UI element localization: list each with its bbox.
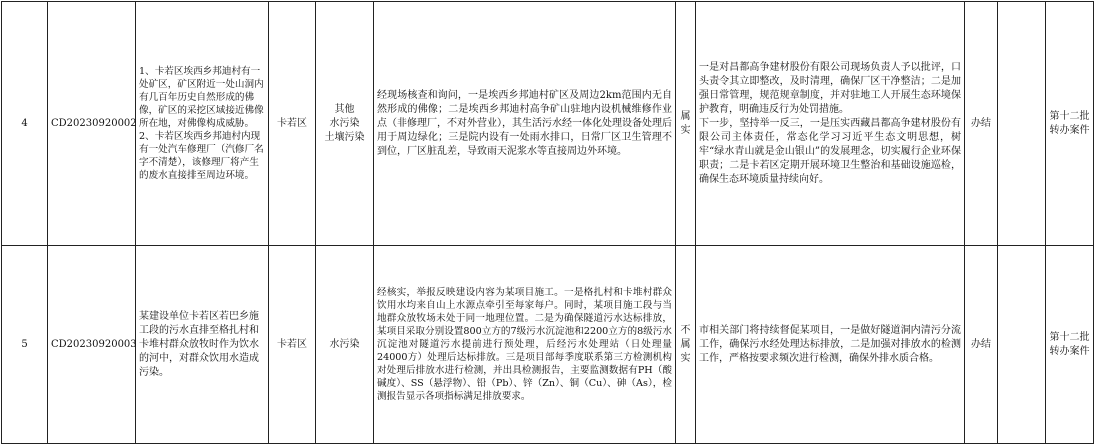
case-status: 办结 <box>965 2 998 246</box>
case-status: 办结 <box>965 246 998 444</box>
case-code: CD20230920002 <box>48 2 136 246</box>
investigation-result: 经核实，举报反映建设内容为某项目施工。一是格扎村和卡堆村群众饮用水均来自山上水源点牵引至每家每户。同时，某项目施工段与当地群众放牧场未处于同一地理位置。二是为确保隧道污水达标排放，某项目采取分别设置800立方的7级污水沉淀池和2200立方的8级污水沉淀池对隧道污水提前进行预处理，后经污水处理站（日处理量24000方）处理后达标排放。三是项目部每季度联系第三方检测机构对处理后排放水进行检测，并出具检测报告，主要监测数据有PH（酸碱度）、SS（悬浮物）、铅（Pb）、锌（Zn）、铜（Cu）、砷（As），检测报告显示各项指标满足排放要求。 <box>374 246 676 444</box>
row-number: 5 <box>2 246 48 444</box>
district: 卡若区 <box>269 2 316 246</box>
investigation-result: 经现场核查和询问，一是埃西乡邦迪村矿区及周边2km范围内无自然形成的佛像；二是埃西乡邦迪村高争矿山驻地内设机械维修作业点（非修理厂，不对外营业），其生活污水经一体化处理设备处理后用于周边绿化；三是院内设有一处雨水排口，日常厂区卫生管理不到位，厂区脏乱差，导致雨天泥浆水等直接周边外环境。 <box>374 2 676 246</box>
district: 卡若区 <box>269 246 316 444</box>
batch-label: 第十二批转办案件 <box>1046 2 1094 246</box>
complaint-content: 1、卡若区埃西乡邦迪村有一处矿区，矿区附近一处山洞内有几百年历史自然形成的佛像，矿区的采挖区域接近佛像所在地，对佛像构成威胁。 2、卡若区埃西乡邦迪村内现有一处汽车修理厂（汽修厂名字不清楚），该修理厂将产生的废水直接排至周边环境。 <box>136 2 269 246</box>
complaint-table <box>1 1 1094 444</box>
table-row <box>2 246 1094 444</box>
complaint-content: 某建设单位卡若区若巴乡施工段的污水直排至格扎村和卡堆村群众放牧时作为饮水的河中，对群众饮用水造成污染。 <box>136 246 269 444</box>
extra-cell <box>998 246 1046 444</box>
rectification-measures: 一是对昌都高争建材股份有限公司现场负责人予以批评，口头责令其立即整改，及时清理，确保厂区干净整洁；二是加强日常管理，规范规章制度，并对驻地工人开展生态环境保护教育，明确违反行为处罚措施。 下一步，坚持举一反三，一是压实西藏昌都高争建材股份有限公司主体责任，常态化学习习近平生态文明思想，树牢“绿水青山就是金山银山”的发展理念，切实履行企业环保职责；二是卡若区定期开展环境卫生整治和基础设施巡检，确保生态环境质量持续向好。 <box>696 2 965 246</box>
pollution-category: 水污染 <box>316 246 374 444</box>
rectification-measures: 市相关部门将持续督促某项目，一是做好隧道洞内清污分流工作，确保污水经处理达标排放，二是加强对排放水的检测工作，严格按要求频次进行检测，确保外排水质合格。 <box>696 246 965 444</box>
pollution-category: 其他 水污染 土壤污染 <box>316 2 374 246</box>
case-code: CD20230920003 <box>48 246 136 444</box>
verdict: 属实 <box>676 2 696 246</box>
batch-label: 第十二批转办案件 <box>1046 246 1094 444</box>
row-number: 4 <box>2 2 48 246</box>
verdict: 不属实 <box>676 246 696 444</box>
extra-cell <box>998 2 1046 246</box>
table-row <box>2 2 1094 246</box>
